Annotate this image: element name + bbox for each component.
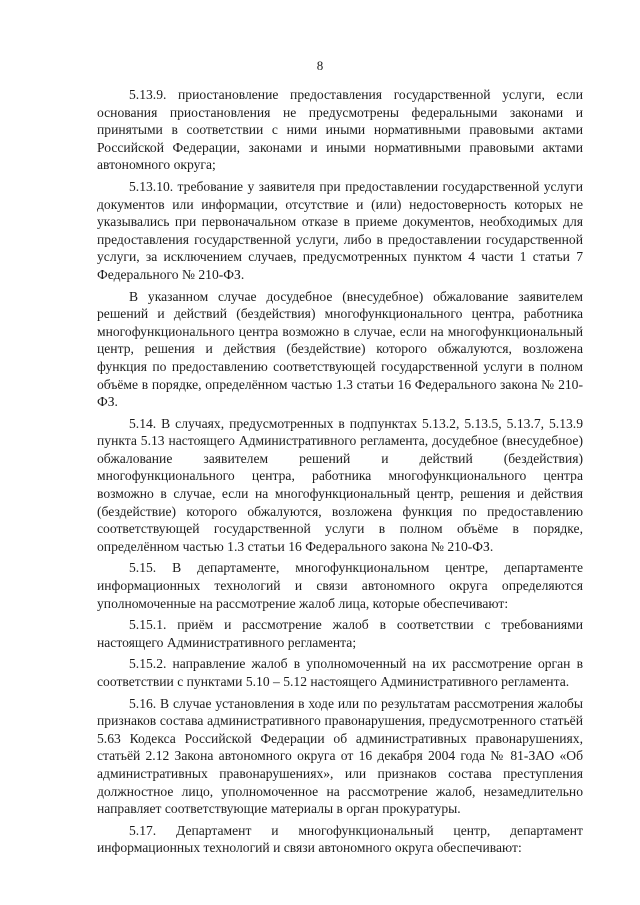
paragraph-5-15-1: 5.15.1. приём и рассмотрение жалоб в соответствии с требованиями настоящего Административного регламента; [97, 617, 583, 650]
paragraph-mfc-appeal: В указанном случае досудебное (внесудебное) обжалование заявителем решений и действий (бездействия) многофункционального центра, работника многофункционального центра возможно в случае, если на многофункциональный центр, решения и действия (бездействие) которого обжалуются, возложена функция по предоставлению соответствующей государственной услуги в полном объёме в порядке, определённом частью 1.3 статьи 16 Федерального закона № 210-ФЗ. [97, 288, 583, 410]
paragraph-5-13-10: 5.13.10. требование у заявителя при предоставлении государственной услуги документов или информации, отсутствие и (или) недостоверность которых не указывались при первоначальном отказе в приеме документов, необходимых для предоставления государственной услуги, либо в предоставлении государственной услуги, за исключением случаев, предусмотренных пунктом 4 части 1 статьи 7 Федерального № 210-ФЗ. [97, 178, 583, 282]
paragraph-5-15-2: 5.15.2. направление жалоб в уполномоченный на их рассмотрение орган в соответствии с пунктами 5.10 – 5.12 настоящего Административного регламента. [97, 656, 583, 689]
paragraph-5-17: 5.17. Департамент и многофункциональный центр, департамент информационных технологий и связи автономного округа обеспечивают: [97, 822, 583, 856]
paragraph-5-13-9: 5.13.9. приостановление предоставления государственной услуги, если основания приостановления не предусмотрены федеральными законами и принятыми в соответствии с ними иными нормативными правовыми актами Российской Федерации, законами и иными нормативными правовыми актами автономного округа; [97, 87, 583, 173]
paragraph-5-16: 5.16. В случае установления в ходе или по результатам рассмотрения жалобы признаков состава административного правонарушения, предусмотренного статьёй 5.63 Кодекса Российской Федерации об административных правонарушениях, статьёй 2.12 Закона автономного округа от 16 декабря 2004 года № 81-ЗАО «Об административных правонарушениях», или признаков состава преступления должностное лицо, уполномоченное на рассмотрение жалоб, незамедлительно направляет соответствующие материалы в орган прокуратуры. [97, 695, 583, 817]
page-number: 8 [316, 58, 324, 73]
document-body [97, 86, 583, 861]
paragraph-5-15: 5.15. В департаменте, многофункциональном центре, департаменте информационных технологий и связи автономного округа определяются уполномоченные на рассмотрение жалоб лица, которые обеспечивают: [97, 560, 583, 611]
paragraph-5-14: 5.14. В случаях, предусмотренных в подпунктах 5.13.2, 5.13.5, 5.13.7, 5.13.9 пункта 5.13 настоящего Административного регламента, досудебное (внесудебное) обжалование заявителем решений и действий (бездействия) многофункционального центра, работника многофункционального центра возможно в случае, если на многофункциональный центр, решения и действия (бездействие) которого обжалуются, возложена функция по предоставлению соответствующей государственной услуги в полном объёме в порядке, определённом частью 1.3 статьи 16 Федерального закона № 210-ФЗ. [97, 415, 583, 554]
